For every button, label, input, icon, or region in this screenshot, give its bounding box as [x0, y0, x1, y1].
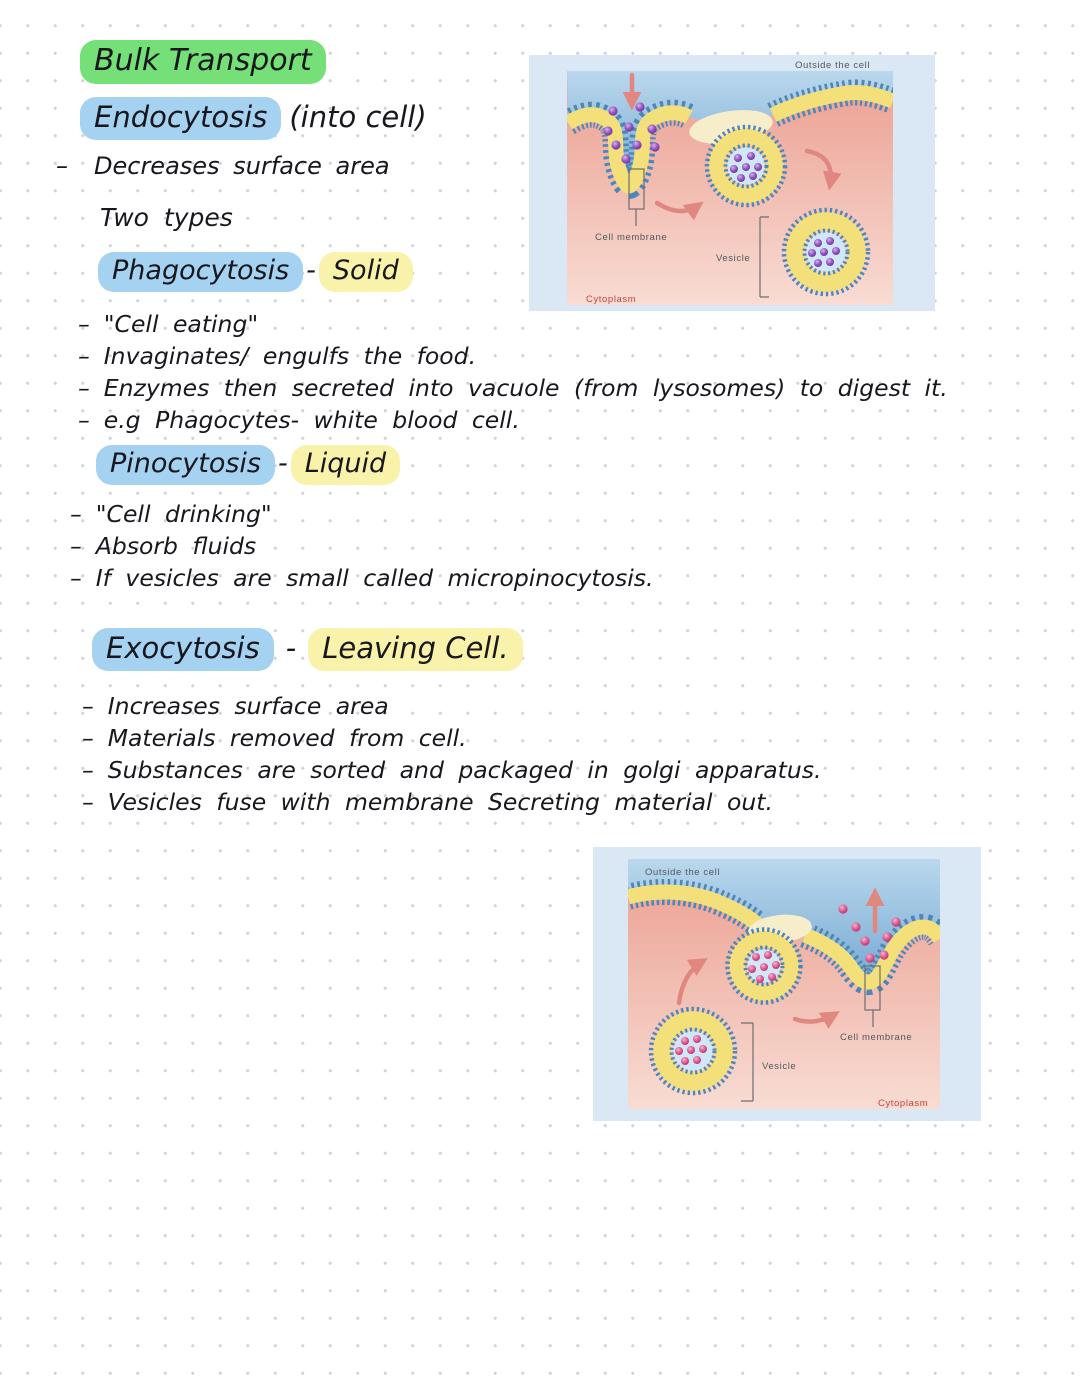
endocytosis-diagram-image [529, 55, 935, 311]
pinocytosis-type-highlight: Liquid [291, 445, 400, 485]
bullet-dash [56, 152, 68, 180]
list-item [70, 500, 653, 528]
list-item [82, 724, 822, 752]
list-item-text: Invaginates/ engulfs the food. [103, 342, 477, 370]
endocytosis-heading-highlight: Endocytosis [80, 97, 281, 140]
pinocytosis-bullets [70, 500, 653, 592]
exocytosis-heading-highlight: Exocytosis [92, 628, 274, 671]
bullet-dash [70, 564, 82, 592]
list-item-text: e.g Phagocytes- white blood cell. [103, 406, 520, 434]
phagocytosis-type-highlight: Solid [319, 252, 413, 292]
vesicle-label: Vesicle [762, 1061, 797, 1072]
bullet-dash [70, 532, 82, 560]
phagocytosis-bullets [78, 310, 948, 434]
list-item-text: "Cell drinking" [95, 500, 272, 528]
phagocytosis-heading-highlight: Phagocytosis [98, 252, 303, 292]
list-item [82, 756, 822, 784]
bullet-dash [78, 310, 90, 338]
pinocytosis-separator: - [277, 448, 288, 479]
list-item [70, 564, 653, 592]
outside-cell-label: Outside the cell [645, 867, 721, 878]
exocytosis-bullets [82, 692, 822, 816]
cell-membrane-label: Cell membrane [595, 232, 668, 243]
list-item [78, 406, 948, 434]
vesicle-label: Vesicle [716, 253, 751, 264]
bullet-dash [70, 500, 82, 528]
bullet-dash [82, 788, 94, 816]
list-item [70, 532, 653, 560]
bullet-dash [78, 406, 90, 434]
list-item [78, 374, 948, 402]
endocytosis-heading-note: (into cell) [289, 100, 427, 134]
pinocytosis-heading-highlight: Pinocytosis [96, 445, 275, 485]
outside-cell-label: Outside the cell [795, 60, 871, 71]
list-item [78, 342, 948, 370]
list-item-text: "Cell eating" [103, 310, 259, 338]
list-item [78, 310, 948, 338]
endocytosis-point-1-text: Decreases surface area [94, 152, 390, 180]
exocytosis-heading [92, 628, 523, 671]
pinocytosis-heading [96, 445, 400, 485]
cell-membrane-label: Cell membrane [840, 1032, 913, 1043]
list-item-text: Absorb fluids [95, 532, 257, 560]
page-title [80, 40, 326, 84]
bullet-dash [78, 374, 90, 402]
endocytosis-heading [80, 97, 427, 140]
list-item-text: Substances are sorted and packaged in golgi apparatus. [107, 756, 822, 784]
list-item [82, 788, 822, 816]
list-item-text: Enzymes then secreted into vacuole (from lysosomes) to digest it. [103, 374, 948, 402]
list-item-text: Materials removed from cell. [107, 724, 467, 752]
exocytosis-separator: - [285, 631, 297, 665]
list-item [82, 692, 822, 720]
phagocytosis-separator: - [306, 255, 316, 286]
cytoplasm-label: Cytoplasm [586, 294, 637, 305]
list-item-text: If vesicles are small called micropinocytosis. [95, 564, 654, 592]
bullet-dash [82, 724, 94, 752]
exocytosis-type-highlight: Leaving Cell. [308, 628, 522, 671]
list-item-text: Increases surface area [107, 692, 389, 720]
bullet-dash [78, 342, 90, 370]
phagocytosis-heading [98, 252, 413, 292]
bullet-dash [82, 692, 94, 720]
endocytosis-point-2: Two types [100, 203, 233, 232]
bullet-dash [82, 756, 94, 784]
cytoplasm-label: Cytoplasm [878, 1098, 929, 1109]
title-highlight: Bulk Transport [80, 40, 326, 84]
list-item-text: Vesicles fuse with membrane Secreting material out. [107, 788, 773, 816]
endocytosis-point-1 [56, 152, 390, 180]
exocytosis-diagram-image [593, 847, 981, 1121]
